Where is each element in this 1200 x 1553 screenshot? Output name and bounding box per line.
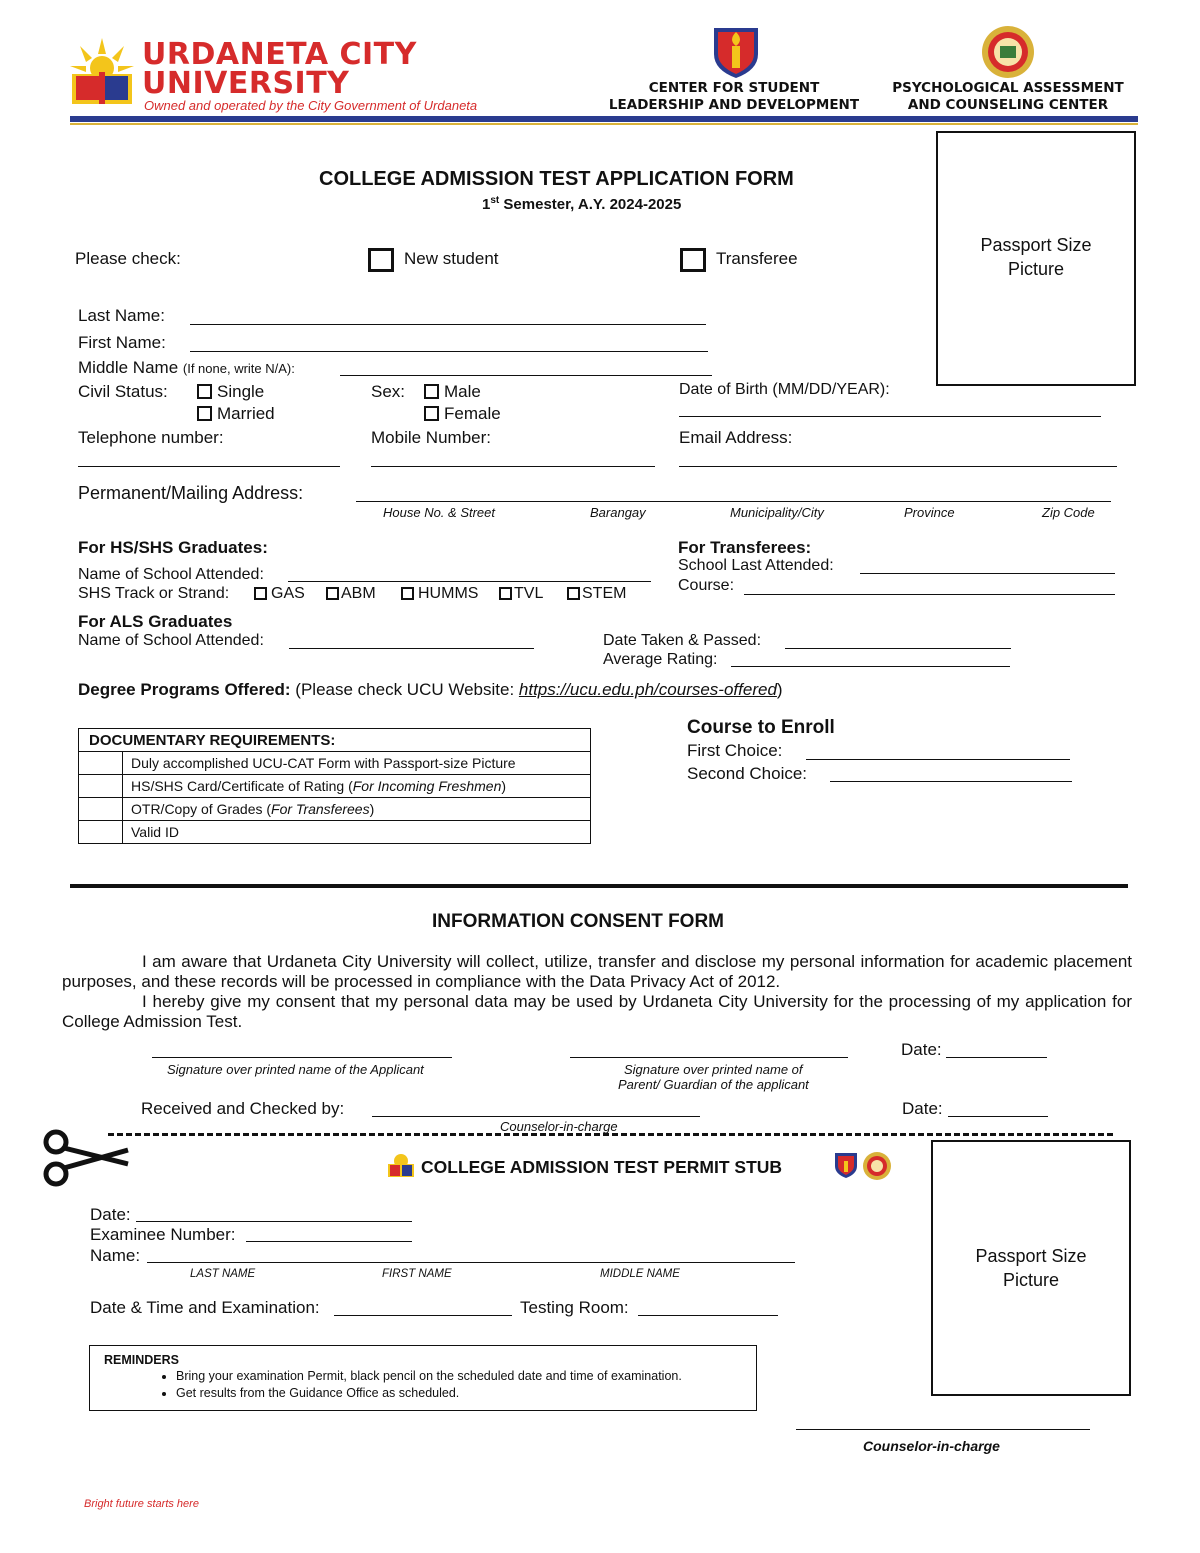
stub-name-label: Name: [90,1246,141,1265]
track-tvl-option[interactable]: TVL [499,585,543,603]
list-item: • Bring your examination Permit, black pencil on the scheduled date and time of examination. [176,1368,742,1385]
telephone-field[interactable] [78,466,340,467]
requirement-text: Duly accomplished UCU-CAT Form with Passport-size Picture [123,752,591,775]
transferees-heading: For Transferees: [678,538,812,557]
first-name-label: First Name: [78,333,166,352]
university-tagline: Owned and operated by the City Government of Urdaneta [144,98,478,113]
stub-date-field[interactable] [136,1221,412,1222]
round-seal-icon [980,24,1036,80]
transferee-school-label: School Last Attended: [678,557,834,574]
table-row [79,752,591,775]
stub-datetime-label: Date & Time and Examination: [90,1298,320,1317]
reminders-title: REMINDERS [104,1353,180,1367]
track-abm-option[interactable]: ABM [326,585,376,603]
cfsld-logo [708,24,764,80]
track-abm-checkbox[interactable] [326,587,339,600]
header-rule-gold [70,123,1138,125]
first-choice-label: First Choice: [687,741,783,760]
track-stem-option[interactable]: STEM [567,585,626,603]
new-student-checkbox[interactable] [368,248,394,272]
documentary-requirements-table [78,728,591,844]
consent-paragraph-2: I hereby give my consent that my personal data may be used by Urdaneta City University for the processing of my application for College Admission Test. [62,992,1132,1031]
address-label: Permanent/Mailing Address: [78,483,304,503]
stub-examinee-field[interactable] [246,1241,412,1242]
telephone-label: Telephone number: [78,428,224,447]
table-row [79,775,591,798]
male-option[interactable]: Male [424,382,481,402]
stub-counselor-caption: Counselor-in-charge [863,1438,1000,1454]
track-gas-option[interactable]: GAS [254,585,305,603]
degree-programs-line: Degree Programs Offered: (Please check UCU Website: https://ucu.edu.ph/courses-offered) [78,680,783,699]
new-student-label: New student [404,249,499,268]
please-check-label: Please check: [75,249,181,268]
requirements-heading: DOCUMENTARY REQUIREMENTS: [79,729,591,752]
stub-datetime-field[interactable] [334,1315,512,1316]
requirement-checkbox[interactable] [79,752,123,775]
form-title: COLLEGE ADMISSION TEST APPLICATION FORM [319,168,794,190]
middle-name-label: Middle Name (If none, write N/A): [78,358,295,377]
received-date-label: Date: [902,1099,943,1118]
als-school-label: Name of School Attended: [78,632,264,649]
stub-university-logo [386,1149,416,1179]
transferee-course-label: Course: [678,577,735,594]
requirement-text: Valid ID [123,821,591,844]
address-province-sub: Province [904,505,955,520]
stub-passport-photo-box: Passport Size Picture [931,1140,1131,1396]
address-barangay-sub: Barangay [590,505,646,520]
shield-torch-icon [708,24,764,80]
second-choice-field[interactable] [830,781,1072,782]
second-choice-label: Second Choice: [687,764,808,783]
parent-signature-caption-2: Parent/ Guardian of the applicant [618,1077,809,1092]
als-rating-field[interactable] [731,666,1010,667]
stub-title: COLLEGE ADMISSION TEST PERMIT STUB [421,1157,783,1177]
requirement-checkbox[interactable] [79,798,123,821]
paccc-name: PSYCHOLOGICAL ASSESSMENT AND COUNSELING CENTER [892,80,1124,113]
track-tvl-checkbox[interactable] [499,587,512,600]
sex-label: Sex: [371,382,406,401]
shield-torch-icon [832,1151,860,1179]
stub-room-field[interactable] [638,1315,778,1316]
received-date-field[interactable] [948,1116,1048,1117]
als-date-label: Date Taken & Passed: [603,632,762,649]
als-date-field[interactable] [785,648,1011,649]
stub-date-label: Date: [90,1205,131,1224]
dob-field[interactable] [679,416,1101,417]
als-school-field[interactable] [289,648,534,649]
section-divider [70,884,1128,888]
requirement-text: HS/SHS Card/Certificate of Rating (For Incoming Freshmen) [123,775,591,798]
cfsld-name: CENTER FOR STUDENT LEADERSHIP AND DEVELOPMENT [608,80,860,113]
track-stem-checkbox[interactable] [567,587,580,600]
hs-heading: For HS/SHS Graduates: [78,538,268,557]
stub-cfsld-logo [832,1151,860,1179]
mobile-label: Mobile Number: [371,428,491,447]
requirement-checkbox[interactable] [79,821,123,844]
received-by-field[interactable] [372,1116,700,1117]
track-humms-option[interactable]: HUMMS [401,585,478,603]
civil-status-label: Civil Status: [78,382,168,401]
first-name-field[interactable] [190,351,708,352]
applicant-signature-caption: Signature over printed name of the Applicant [167,1062,424,1077]
form-semester: 1st Semester, A.Y. 2024-2025 [482,195,682,213]
passport-photo-box: Passport Size Picture [936,131,1136,386]
married-checkbox[interactable] [197,406,212,421]
last-name-label: Last Name: [78,306,165,325]
list-item: • Get results from the Guidance Office as scheduled. [176,1385,742,1402]
footer-slogan: Bright future starts here [84,1498,199,1510]
track-gas-checkbox[interactable] [254,587,267,600]
dob-label: Date of Birth (MM/DD/YEAR): [679,381,890,398]
track-humms-checkbox[interactable] [401,587,414,600]
female-checkbox[interactable] [424,406,439,421]
last-name-field[interactable] [190,324,706,325]
university-name-line2: UNIVERSITY [142,66,350,101]
married-option[interactable]: Married [197,404,275,424]
address-zip-sub: Zip Code [1042,505,1095,520]
received-by-label: Received and Checked by: [141,1099,345,1118]
transferee-course-field[interactable] [744,594,1115,595]
cut-line [108,1133,1113,1136]
stub-middle-name-caption: MIDDLE NAME [600,1268,680,1280]
consent-paragraph-1: I am aware that Urdaneta City University will collect, utilize, transfer and disclose my personal information for academic placement purposes, and these records will be processed in compliance with the Data Privacy Act of 2012. [62,952,1132,991]
requirement-text: OTR/Copy of Grades (For Transferees) [123,798,591,821]
email-field[interactable] [679,466,1117,467]
stub-paccc-logo [862,1151,892,1181]
applicant-signature-field[interactable] [152,1057,452,1058]
stub-counselor-signature-field[interactable] [796,1429,1090,1430]
parent-signature-field[interactable] [570,1057,848,1058]
first-choice-field[interactable] [806,759,1070,760]
single-option[interactable]: Single [197,382,264,402]
email-label: Email Address: [679,428,793,447]
middle-name-field[interactable] [340,375,712,376]
paccc-logo [980,24,1036,80]
single-checkbox[interactable] [197,384,212,399]
counselor-caption: Counselor-in-charge [500,1119,618,1134]
consent-date-field[interactable] [946,1057,1047,1058]
stub-name-field[interactable] [147,1262,795,1263]
transferee-checkbox[interactable] [680,248,706,272]
scissors-icon [38,1128,130,1188]
als-heading: For ALS Graduates [78,612,233,631]
stub-room-label: Testing Room: [520,1298,629,1317]
reminders-box [89,1345,757,1411]
university-logo [68,36,136,108]
hs-school-field[interactable] [288,581,651,582]
transferee-school-field[interactable] [860,573,1115,574]
stub-first-name-caption: FIRST NAME [382,1268,452,1280]
table-row [79,821,591,844]
consent-title: INFORMATION CONSENT FORM [432,911,725,932]
round-seal-icon [862,1151,892,1181]
address-city-sub: Municipality/City [730,505,824,520]
courses-offered-link[interactable]: https://ucu.edu.ph/courses-offered [518,680,777,699]
course-enroll-heading: Course to Enroll [687,717,835,738]
transferee-label: Transferee [716,249,798,268]
female-option[interactable]: Female [424,404,501,424]
header-rule-blue [70,116,1138,122]
consent-date-label: Date: [901,1040,942,1059]
sun-book-icon [386,1149,416,1179]
mobile-field[interactable] [371,466,655,467]
university-name-line1: URDANETA CITY [142,37,417,72]
shs-track-label: SHS Track or Strand: [78,585,230,602]
stub-examinee-label: Examinee Number: [90,1225,236,1244]
address-field[interactable] [356,501,1111,502]
parent-signature-caption-1: Signature over printed name of [624,1062,803,1077]
sun-book-icon [68,36,136,108]
requirement-checkbox[interactable] [79,775,123,798]
als-rating-label: Average Rating: [603,651,718,668]
male-checkbox[interactable] [424,384,439,399]
address-house-sub: House No. & Street [383,505,495,520]
table-row [79,798,591,821]
hs-school-label: Name of School Attended: [78,566,264,583]
stub-last-name-caption: LAST NAME [190,1268,256,1280]
